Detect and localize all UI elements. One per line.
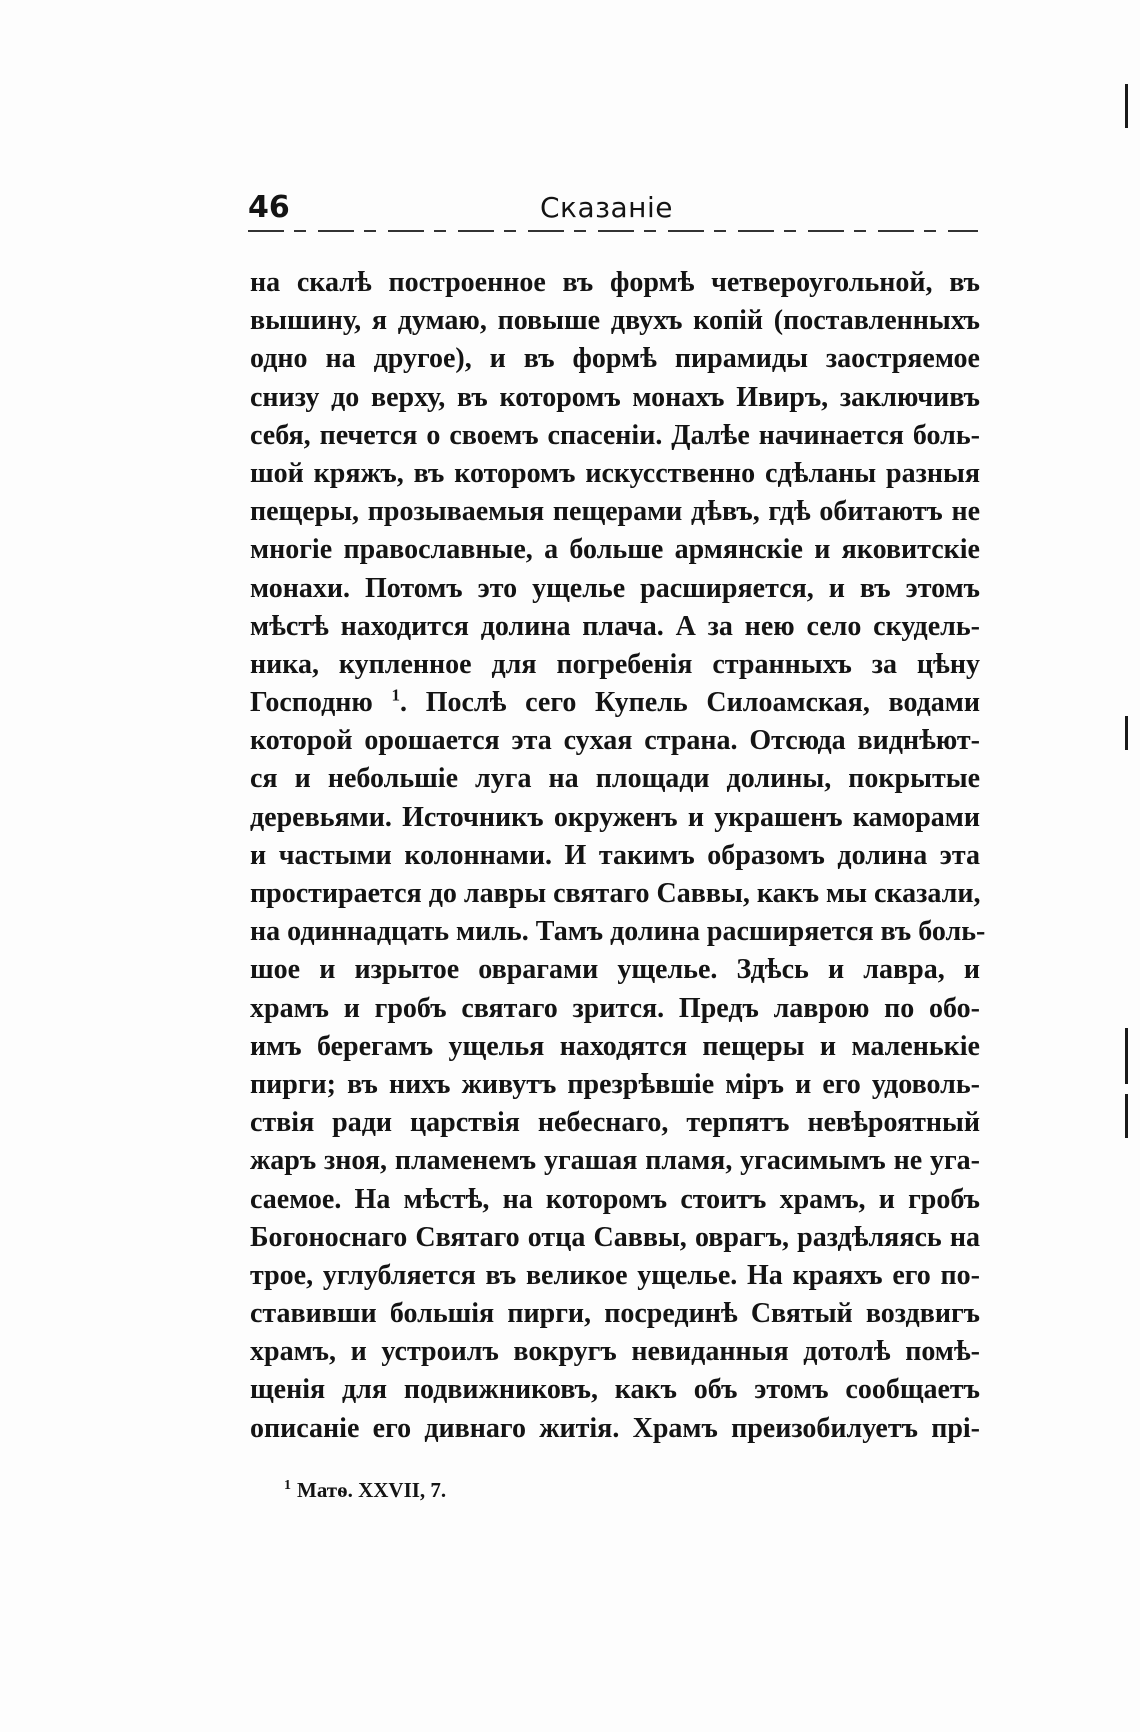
text-line: монахи. Потомъ это ущелье расширяется, и въ этомъ xyxy=(250,572,980,604)
text-line: себя, печется о своемъ спасеніи. Далѣе начинается боль- xyxy=(250,419,980,451)
scan-edge-mark xyxy=(1125,1094,1128,1138)
text-line: храмъ и гробъ святаго зрится. Предъ лаврою по обо- xyxy=(250,992,980,1024)
text-line: на скалѣ построенное въ формѣ четвероугольной, въ xyxy=(250,267,980,298)
text-line: простирается до лавры святаго Саввы, какъ мы сказали, xyxy=(250,878,981,909)
text-line: и частыми колоннами. И такимъ образомъ долина эта xyxy=(250,839,980,871)
text-line: вышину, я думаю, повыше двухъ копій (поставленныхъ xyxy=(250,305,980,337)
text-line: на одиннадцать миль. Тамъ долина расширяется въ боль- xyxy=(250,916,986,948)
page-header xyxy=(248,188,978,234)
text-line: ствія ради царствія небеснаго, терпятъ невѣроятный xyxy=(250,1107,980,1139)
text-line: щенія для подвижниковъ, какъ объ этомъ сообщаетъ xyxy=(250,1374,980,1406)
footnote-text: Матѳ. XXVII, 7. xyxy=(297,1478,447,1502)
text-line: деревьями. Источникъ окруженъ и украшенъ каморами xyxy=(250,801,980,833)
text-line: шой кряжъ, въ которомъ искусственно сдѣланы разныя xyxy=(250,457,980,489)
text-line-start: Господню xyxy=(250,687,373,719)
text-line: мѣстѣ находится долина плача. А за нею село скудель- xyxy=(250,610,980,642)
text-line: жаръ зноя, пламенемъ угашая пламя, угасимымъ не уга- xyxy=(250,1145,980,1177)
scan-edge-mark xyxy=(1125,1028,1128,1084)
text-line-end: . Послѣ сего Купель Силоамская, водами xyxy=(400,687,981,719)
text-line: одно на другое), и въ формѣ пирамиды заостряемое xyxy=(250,343,980,375)
text-line: пирги; въ нихъ живутъ презрѣвшіе міръ и его удоволь- xyxy=(250,1068,980,1100)
running-title: Сказаніе xyxy=(540,191,673,224)
text-line: ставивши большія пирги, посрединѣ Святый воздвигъ xyxy=(250,1298,980,1330)
text-line: имъ берегамъ ущелья находятся пещеры и маленькіе xyxy=(250,1030,980,1062)
text-line: трое, углубляется въ великое ущелье. На краяхъ его по- xyxy=(250,1259,980,1291)
text-line: описаніе его дивнаго житія. Храмъ преизобилуетъ прі- xyxy=(250,1412,980,1444)
text-line: ника, купленное для погребенія странныхъ за цѣну xyxy=(250,648,980,680)
body-text xyxy=(250,264,986,1448)
scan-edge-mark xyxy=(1125,716,1128,750)
text-line: Богоноснаго Святаго отца Саввы, оврагъ, раздѣляясь на xyxy=(250,1221,980,1253)
text-line: ся и небольшіе луга на площади долины, покрытые xyxy=(250,763,980,795)
text-line: многіе православные, а больше армянскіе и яковитскіе xyxy=(250,534,980,566)
footnote-mark: 1 xyxy=(284,1478,291,1493)
text-line: саемое. На мѣстѣ, на которомъ стоитъ храмъ, и гробъ xyxy=(250,1183,980,1215)
text-line-with-footnote xyxy=(250,684,980,722)
footnote xyxy=(284,1476,446,1504)
text-line: храмъ, и устроилъ вокругъ невиданныя дотолѣ помѣ- xyxy=(250,1336,980,1368)
header-rule xyxy=(248,230,978,232)
text-line: снизу до верху, въ которомъ монахъ Ивиръ, заключивъ xyxy=(250,381,980,413)
text-line: пещеры, прозываемыя пещерами дѣвъ, гдѣ обитаютъ не xyxy=(250,496,980,528)
footnote-reference[interactable]: 1 xyxy=(391,685,401,705)
text-line: которой орошается эта сухая страна. Отсюда виднѣют- xyxy=(250,725,980,757)
text-line: шое и изрытое оврагами ущелье. Здѣсь и лавра, и xyxy=(250,954,980,986)
page-number: 46 xyxy=(248,190,290,225)
scan-edge-mark xyxy=(1125,84,1128,128)
